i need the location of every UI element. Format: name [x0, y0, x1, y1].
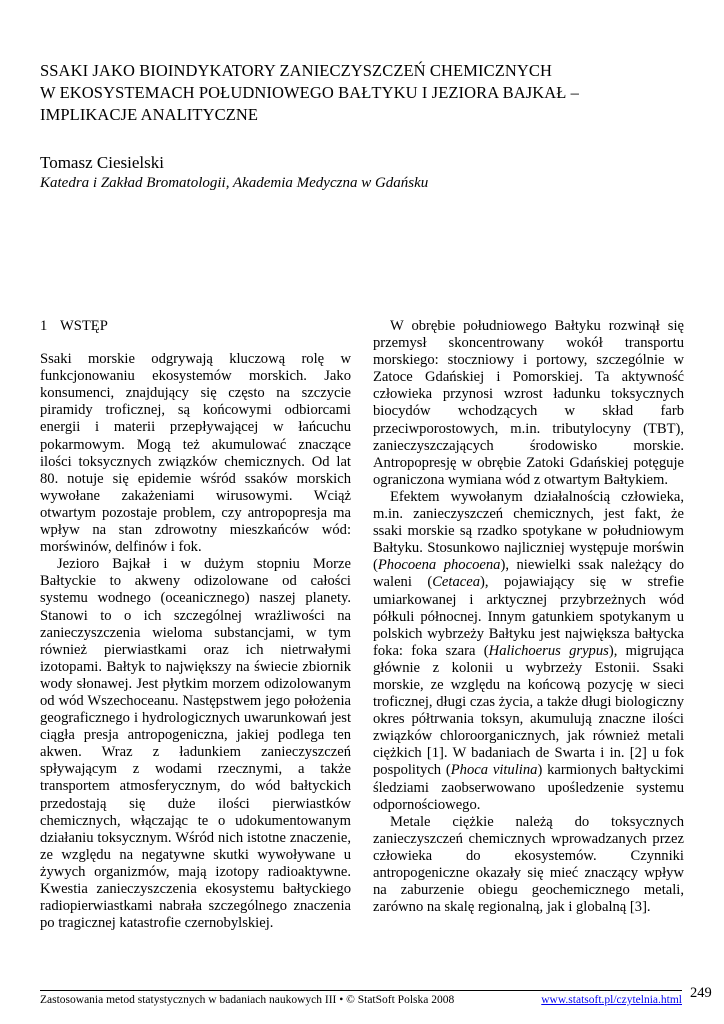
p2-text-a: Efektem wywołanym działalnością człowieka, m.in. zanieczyszczeń chemicznych, jest fakt, że ssaki morskie są rzadko spotykane w południowym Bałtyku. Stosunkowo najliczniej występuje morświn ( [373, 488, 684, 574]
page-footer [40, 990, 682, 1011]
section-heading [40, 318, 351, 335]
left-column [40, 318, 351, 932]
p2-text-c: ), pojawiający się w strefie umiarkowanej i arktycznej przybrzeżnych wód półkuli północnej. Innym gatunkiem spotykanym u polskich wybrzeży Bałtyku jest największa bałtycka foka: foka szara ( [373, 574, 684, 659]
species-halichoerus: Halichoerus grypus [488, 642, 609, 659]
section-number: 1 [40, 318, 48, 334]
footer-text: Zastosowania metod statystycznych w badaniach naukowych III • © StatSoft Polska 2008 [40, 994, 455, 1006]
species-phocoena: Phocoena phocoena [377, 557, 501, 574]
author-affiliation: Katedra i Zakład Bromatologii, Akademia Medyczna w Gdańsku [40, 175, 429, 191]
paper-title [40, 60, 690, 126]
left-paragraph-2: Jezioro Bajkał i w dużym stopniu Morze Bałtyckie to akweny odizolowane od całości systemu wodnego (oceanicznego) naszej planety. Stanowi to o ich szczególnej wrażliwości na zanieczyszczenia wieloma substancjami, w tym również pierwiastkami oraz ich nietrwałymi izotopami. Bałtyk to największy na świecie zbiornik wody słonawej. Jest płytkim morzem odizolowanym od wód Wszechoceanu. Następstwem jego położenia geograficznego i hydrologicznych uwarunkowań jest ciągła presja antropogeniczna, jakiej podlega ten akwen. Wraz z ładunkiem zanieczyszczeń spływającym z wodami rzecznymi, a także transportem atmosferycznym, do wód bałtyckich przedostają się duże ilości pierwiastków chemicznych, włączając te o udokumentowanym działaniu toksycznym. Wśród nich istotne znaczenie, ze względu na negatywne skutki wywoływane u żywych organizmów, mają izotopy radioaktywne. Kwestia zanieczyszczenia ekosystemu bałtyckiego radiopierwiastkami nabrała szczególnego znaczenia po tragicznej katastrofie czernobylskiej. [40, 556, 351, 932]
right-paragraph-2 [373, 489, 684, 814]
author-name: Tomasz Ciesielski [40, 153, 164, 172]
species-phoca: Phoca vitulina [450, 762, 538, 779]
title-line-1: SSAKI JAKO BIOINDYKATORY ZANIECZYSZCZEŃ CHEMICZNYCH [40, 61, 553, 80]
section-title: WSTĘP [60, 318, 108, 334]
p2-text-e: ) karmionych bałtyckimi śledziami zaobserwowano upośledzenie systemu odpornościowego. [373, 762, 684, 813]
p2-text-b: ), niewielki ssak należący do waleni ( [373, 557, 685, 591]
right-paragraph-3: Metale ciężkie należą do toksycznych zanieczyszczeń chemicznych wprowadzanych przez człowieka do ekosystemów. Czynniki antropogeniczne okazały się mieć znaczący wpływ na zaburzenie obiegu geochemicznego metali, zarówno na skalę regionalną, jak i globalną [3]. [373, 813, 684, 916]
footer-link[interactable]: www.statsoft.pl/czytelnia.html [541, 994, 682, 1006]
left-paragraph-1: Ssaki morskie odgrywają kluczową rolę w funkcjonowaniu ekosystemów morskich. Jako konsumenci, znajdujący się często na szczycie piramidy troficznej, są końcowymi odbiorcami energii i materii przepływającej w łańcuchu pokarmowym. Mogą też akumulować znaczące ilości toksycznych związków chemicznych. Od lat 80. notuje się epidemie wśród ssaków morskich wywołane zakażeniami wirusowymi. Wciąż otwartym pozostaje problem, czy antropopresja ma wpływ na stan zdrowotny mieszkańców wód: morświnów, delfinów i fok. [40, 351, 351, 556]
taxon-cetacea: Cetacea [432, 574, 481, 591]
p2-text-d: ), migrująca głównie z kolonii u wybrzeży Estonii. Ssaki morskie, ze względu na końcową pozycję w sieci troficznej, długi czas życia, a także długi biologiczny okres półtrwania toksyn, akumulują znaczne ilości związków chloroorganicznych, jak również metali ciężkich [1]. W badaniach de Swarta i in. [2] u fok pospolitych ( [373, 642, 684, 779]
title-line-2: W EKOSYSTEMACH POŁUDNIOWEGO BAŁTYKU I JEZIORA BAJKAŁ – [40, 83, 580, 102]
page-number: 249 [690, 985, 712, 1001]
title-line-3: IMPLIKACJE ANALITYCZNE [40, 105, 259, 124]
right-paragraph-1: W obrębie południowego Bałtyku rozwinął się przemysł skoncentrowany wokół transportu morskiego: stoczniowy i portowy, szczególnie w Zatoce Gdańskiej i Pomorskiej. Ta aktywność człowieka przynosi wzrost ładunku toksycznych biocydów wchodzących w skład farb przeciwporostowych, m.in. tributylocyny (TBT), zanieczyszczających środowisko morskie. Antropopresję w obrębie Zatoki Gdańskiej potęguje ograniczona wymiana wód z otwartym Bałtykiem. [373, 318, 684, 488]
right-column [373, 318, 684, 916]
